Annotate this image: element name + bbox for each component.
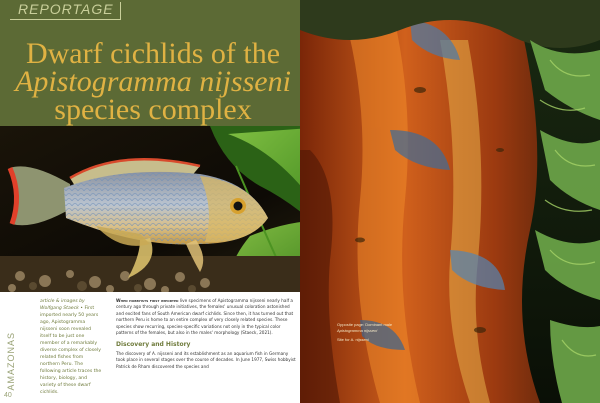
body-column [116,298,298,370]
body-lead-in: When hobbyists first imported [116,298,179,303]
section-tag [10,2,121,20]
caption-line-3: Site for A. nijsseni [337,337,369,342]
title-line-3: species complex [54,93,252,126]
title-line-1: Dwarf cichlids of the [25,37,281,70]
fish-photo [0,126,338,292]
section-tag-label: REPORTAGE [18,1,114,17]
page-title [6,37,300,126]
body-paragraph-1: live specimens of Apistogramma nijsseni nearly half a century ago through private initiatives, the females' unusual coloration astonished and excited fans of South American dwarf cichlids. Since then, it has turned out that northern Peru is home to an entire complex of very closely related species. These species show recurring, species-specific variations not only in the typical color patterns of the females, but also in the males' morphology (Staeck, 2021). [116,298,294,336]
intro-column [40,298,102,396]
magazine-vertical-label: AMAZONAS [6,332,16,391]
photo-caption [337,322,417,346]
caption-line-1: Opposite page: Dominant male [337,322,393,327]
caption-line-2: Apistogramma nijsseni [337,328,378,333]
intro-text: • First imported nearly 50 years ago, Apistogramma nijsseni soon revealed itself to be just one member of a remarkably diverse complex of closely related fishes from northern Peru. The following article traces the history, biology, and variety of these dwarf cichlids. [40,306,102,395]
title-line-2: Apistogramma nijsseni [15,65,291,98]
page-number: 40 [4,392,12,399]
fish-photo-illustration [0,126,338,292]
title-band [0,0,300,126]
byline: article & images by Wolfgang Staeck [40,299,85,311]
section-heading: Discovery and History [116,341,191,349]
body-paragraph-2: The discovery of A. nijsseni and its establishment as an aquarium fish in Germany took place in several stages over the course of decades. In June 1977, Swiss hobbyist Patrick de Rham discovered the species and [116,350,296,369]
